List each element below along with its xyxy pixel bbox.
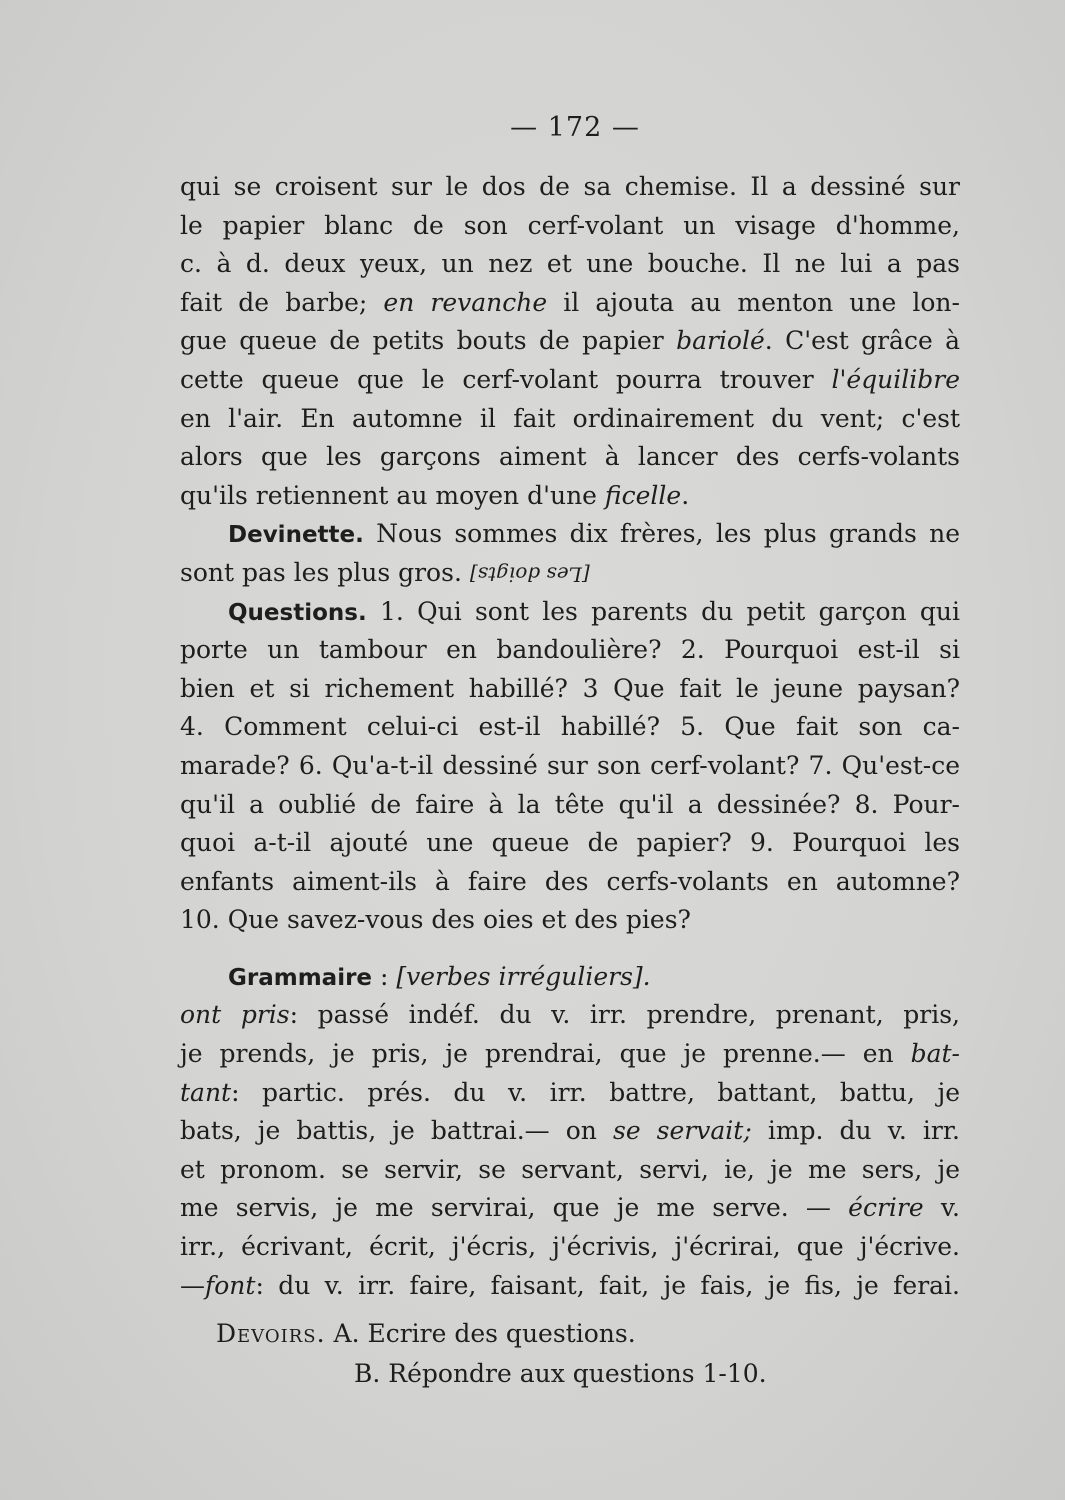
grammaire-line: et pronom. se servir, se servant, servi, ie, je me sers, je (180, 1154, 960, 1184)
text-run: Nous sommes dix frères, les plus grands ne (363, 519, 960, 549)
devoirs-block (216, 1314, 767, 1394)
page-number: — 172 — (510, 112, 640, 143)
text-run: v. (923, 1193, 960, 1223)
italic-term: font (205, 1270, 256, 1300)
text-run: me servis, je me servirai, que je me serve. — (180, 1193, 849, 1223)
main-text (180, 168, 960, 1305)
questions-heading: Questions. (228, 599, 367, 626)
grammaire-line (180, 996, 960, 1035)
questions-line: bien et si richement habillé? 3 Que fait le jeune paysan? (180, 673, 960, 703)
italic-term: écrire (848, 1193, 924, 1223)
text-line (180, 361, 960, 400)
devinette-line (180, 515, 960, 554)
text-run: — (180, 1270, 205, 1300)
text-run: bats, je battis, je battrai.— on (180, 1116, 613, 1146)
grammaire-line (180, 1112, 960, 1151)
text-run: . C'est grâce à (764, 326, 960, 356)
grammaire-line: irr., écrivant, écrit, j'écris, j'écrivis, j'écrirai, que j'écrive. (180, 1232, 960, 1262)
questions-line: 4. Comment celui-ci est-il habillé? 5. Que fait son ca- (180, 712, 960, 742)
grammaire-line (180, 1035, 960, 1074)
text-run: cette queue que le cerf-volant pourra trouver (180, 364, 832, 394)
text-run: fait de barbe; (180, 287, 384, 317)
italic-term: bat- (910, 1039, 960, 1069)
questions-line: marade? 6. Qu'a-t-il dessiné sur son cerf-volant? 7. Qu'est-ce (180, 750, 960, 780)
italic-term: se servait; (612, 1116, 752, 1146)
italic-term: ont pris (180, 1000, 290, 1030)
text-line (180, 477, 960, 516)
text-run: sont pas les plus gros. (180, 557, 470, 587)
text-line: c. à d. deux yeux, un nez et une bouche. Il ne lui a pas (180, 249, 960, 279)
text-run: : partic. prés. du v. irr. battre, battant, battu, je (231, 1077, 960, 1107)
devinette-heading: Devinette. (228, 522, 364, 549)
grammaire-line (180, 1189, 960, 1228)
text-line: le papier blanc de son cerf-volant un visage d'homme, (180, 210, 960, 240)
text-run: je prends, je pris, je prendrai, que je prenne.— en (180, 1039, 911, 1069)
text-run: : (372, 961, 397, 991)
grammaire-line (180, 1267, 960, 1306)
devinette-answer-inverted: [Les doigts] (469, 562, 590, 587)
text-line: qui se croisent sur le dos de sa chemise. Il a dessiné sur (180, 172, 960, 201)
questions-line: quoi a-t-il ajouté une queue de papier? 9. Pourquoi les (180, 828, 960, 858)
italic-term: bariolé (676, 326, 765, 356)
text-line: en l'air. En automne il fait ordinairement du vent; c'est (180, 403, 960, 433)
italic-term: l'équilibre (831, 364, 960, 394)
text-line (180, 322, 960, 361)
text-run: : passé indéf. du v. irr. prendre, prenant, pris, (289, 1000, 960, 1030)
text-run: il ajouta au menton une lon- (547, 287, 960, 317)
devoirs-heading: Devoirs. (216, 1319, 326, 1348)
devinette-line (180, 554, 960, 593)
grammaire-line (180, 1074, 960, 1113)
text-run: gue queue de petits bouts de papier (180, 326, 677, 356)
questions-line: qu'il a oublié de faire à la tête qu'il a dessinée? 8. Pour- (180, 789, 960, 819)
text-line (180, 284, 960, 323)
devoirs-line-a (216, 1314, 767, 1354)
italic-term: ficelle (604, 480, 682, 510)
text-run: qu'ils retiennent au moyen d'une (180, 480, 605, 510)
italic-term: en revanche (383, 287, 548, 317)
questions-line: enfants aiment-ils à faire des cerfs-volants en automne? (180, 866, 960, 896)
italic-term: tant (180, 1077, 232, 1107)
section-gap (180, 940, 960, 958)
devoirs-line-b: B. Répondre aux questions 1-10. (354, 1359, 767, 1388)
text-run: A. Ecrire des questions. (325, 1319, 636, 1348)
italic-term: [verbes irréguliers]. (396, 961, 651, 991)
text-line: alors que les garçons aiment à lancer des cerfs-volants (180, 442, 960, 472)
grammaire-heading: Grammaire (228, 964, 373, 991)
text-run: . (681, 480, 690, 510)
text-run: : du v. irr. faire, faisant, fait, je fais, je fis, je ferai. (255, 1270, 960, 1300)
grammaire-line (180, 958, 960, 997)
questions-line: 10. Que savez-vous des oies et des pies? (180, 905, 691, 935)
text-run: 1. Qui sont les parents du petit garçon qui (366, 596, 960, 626)
questions-line: porte un tambour en bandoulière? 2. Pourquoi est-il si (180, 635, 960, 665)
text-run: imp. du v. irr. (751, 1116, 960, 1146)
questions-line (180, 593, 960, 632)
